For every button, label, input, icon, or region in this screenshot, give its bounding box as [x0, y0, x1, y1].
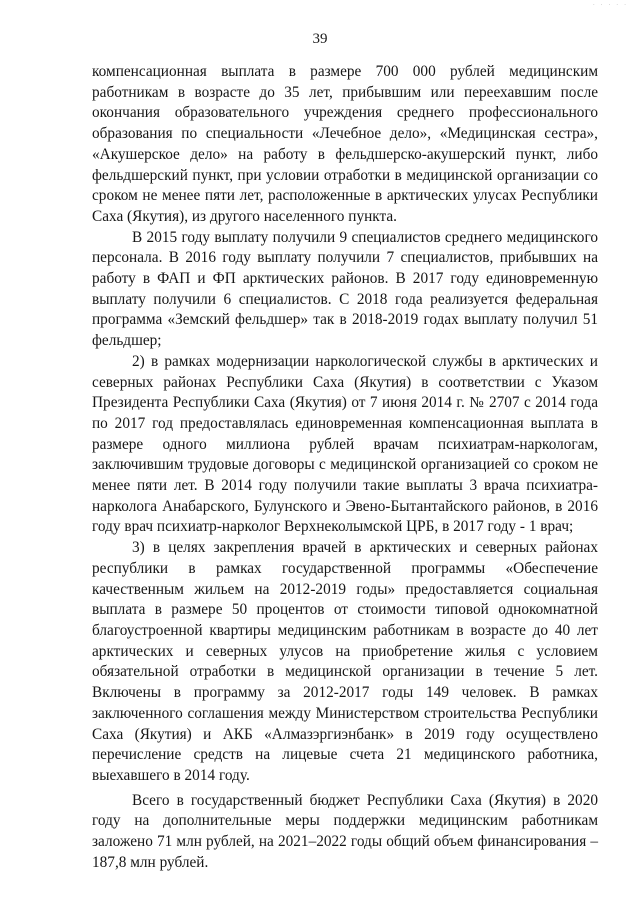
scan-corner-mark: · · · · ·: [592, 2, 628, 9]
page-number: 39: [312, 31, 328, 47]
paragraph-item-3-housing: 3) в целях закрепления врачей в арктических и северных районах республики в рамках государственной программы «Обеспечение качественным жильем на 2012-2019 годы» предоставляется социальная выплата в размере 50 процентов от стоимости типовой однокомнатной благоустроенной квартиры медицинским работникам в возрасте до 40 лет арктических и северных улусов на приобретение жилья с условием обязательной отработки в медицинской организации в течение 5 лет. Включены в программу за 2012-2017 годы 149 человек. В рамках заключенного соглашения между Министерством строительства Республики Саха (Якутия) и АКБ «Алмазэргиэнбанк» в 2019 году осуществлено перечисление средств на лицевые счета 21 медицинского работника, выехавшего в 2014 году.: [92, 539, 598, 784]
paragraph-budget-total: Всего в государственный бюджет Республики Саха (Якутия) в 2020 году на дополнительные меры поддержки медицинским работникам заложено 71 млн рублей, на 2021–2022 годы общий объем финансирования – 187,8 млн рублей.: [92, 791, 598, 871]
paragraph-continuation: компенсационная выплата в размере 700 000 рублей медицинским работникам в возрасте до 35 лет, прибывшим или переехавшим после окончания образовательного учреждения среднего профессионального образования по специальности «Лечебное дело», «Медицинская сестра», «Акушерское дело» на работу в фельдшерско-акушерский пункт, либо фельдшерский пункт, при условии отработки в медицинской организации со сроком не менее пяти лет, расположенные в арктических улусах Республики Саха (Якутия), из другого населенного пункта.: [92, 63, 598, 225]
paragraph-item-2-narcology: 2) в рамках модернизации наркологической службы в арктических и северных районах Республики Саха (Якутия) в соответствии с Указом Президента Республики Саха (Якутия) от 7 июня 2014 г. № 2707 с 2014 года по 2017 год предоставлялась единовременная компенсационная выплата в размере одного миллиона рублей врачам психиатрам-наркологам, заключившим трудовые договоры с медицинской организацией со сроком не менее пяти лет. В 2014 году получили такие выплаты 3 врача психиатра-нарколога Анабарского, Булунского и Эвено-Бытантайского районов, в 2016 году врач психиатр-нарколог Верхнеколымской ЦРБ, в 2017 году - 1 врач;: [92, 352, 598, 536]
body-text: [92, 62, 598, 873]
paragraph-statistics-2015-2019: В 2015 году выплату получили 9 специалистов среднего медицинского персонала. В 2016 году выплату получили 7 специалистов, прибывших на работу в ФАП и ФП арктических районов. В 2017 году единовременную выплату получили 6 специалистов. С 2018 года реализуется федеральная программа «Земский фельдшер» так в 2018-2019 годах выплату получил 51 фельдшер;: [92, 228, 598, 350]
